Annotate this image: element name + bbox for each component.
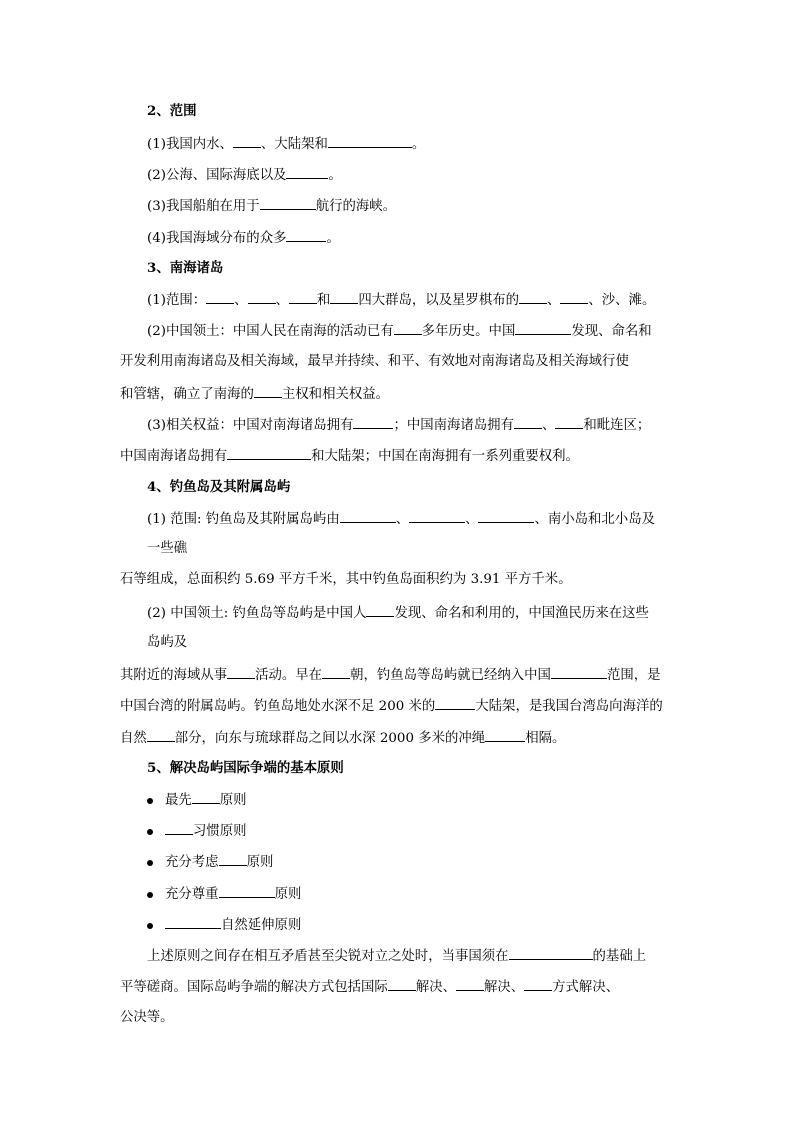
s3-line-3: 开发利用南海诸岛及相关海域，最早并持续、和平、有效地对南海诸岛及相关海域行使 xyxy=(120,354,629,369)
s4-line-4: (2) 中国领土: 钓鱼岛等岛屿是中国人 发现、命名和利用的，中国渔民历来在这些 xyxy=(147,603,649,623)
s5-para-line-1: 上述原则之间存在相互矛盾甚至尖锐对立之处时，当事国须在 的基础上 xyxy=(147,946,646,966)
s4-line-6: 其附近的海域从事 活动。早在 朝，钓鱼岛等岛屿就已经纳入中国 范围，是 xyxy=(120,665,661,685)
s3-line-4: 和管辖，确立了南海的 主权和相关权益。 xyxy=(120,384,389,404)
blank[interactable] xyxy=(289,290,317,304)
bullet-2: 习惯原则 xyxy=(147,821,247,841)
blank[interactable] xyxy=(286,228,326,242)
blank[interactable] xyxy=(478,509,534,523)
blank[interactable] xyxy=(233,134,261,148)
blank[interactable] xyxy=(248,290,276,304)
s5-para-line-2: 平等磋商。国际岛屿争端的解决方式包括国际 解决、 解决、 方式解决、 xyxy=(120,977,619,997)
blank[interactable] xyxy=(165,821,193,835)
blank[interactable] xyxy=(330,290,358,304)
blank[interactable] xyxy=(227,665,255,679)
blank[interactable] xyxy=(519,290,547,304)
section-4-title: 4、钓鱼岛及其附属岛屿 xyxy=(147,479,291,495)
blank[interactable] xyxy=(219,852,247,866)
blank[interactable] xyxy=(560,290,588,304)
s3-line-5: (3)相关权益：中国对南海诸岛拥有 ；中国南海诸岛拥有 、 和毗连区； xyxy=(147,415,650,435)
s2-line-2: (2)公海、国际海底以及 。 xyxy=(147,165,342,185)
s3-line-2: (2)中国领土：中国人民在南海的活动已有 多年历史。中国 发现、命名和 xyxy=(147,321,652,341)
blank[interactable] xyxy=(409,509,465,523)
bullet-dot-icon xyxy=(147,860,153,866)
blank[interactable] xyxy=(524,977,552,991)
blank[interactable] xyxy=(394,321,422,335)
s3-line-6: 中国南海诸岛拥有 和大陆架；中国在南海拥有一系列重要权利。 xyxy=(120,446,579,466)
bullet-4: 充分尊重 原则 xyxy=(147,884,301,904)
blank[interactable] xyxy=(435,696,475,710)
s3-line-1: (1)范围： 、 、 和 四大群岛，以及星罗棋布的 、 、沙、滩。 xyxy=(147,290,655,310)
blank[interactable] xyxy=(219,884,275,898)
blank[interactable] xyxy=(555,415,583,429)
blank[interactable] xyxy=(227,446,311,460)
bullet-dot-icon xyxy=(147,798,153,804)
section-3-title: 3、南海诸岛 xyxy=(147,260,224,276)
bullet-5: 自然延伸原则 xyxy=(147,915,301,935)
blank[interactable] xyxy=(254,384,282,398)
bullet-3: 充分考虑 原则 xyxy=(147,852,273,872)
blank[interactable] xyxy=(206,290,234,304)
blank[interactable] xyxy=(551,665,607,679)
blank[interactable] xyxy=(340,509,396,523)
section-5-title: 5、解决岛屿国际争端的基本原则 xyxy=(147,760,344,776)
blank[interactable] xyxy=(328,134,412,148)
s4-line-3: 石等组成，总面积约 5.69 平方千米，其中钓鱼岛面积约为 3.91 平方千米。 xyxy=(120,572,572,587)
bullet-1: 最先 原则 xyxy=(147,790,247,810)
bullet-dot-icon xyxy=(147,892,153,898)
s4-line-7: 中国台湾的附属岛屿。钓鱼岛地处水深不足 200 米的 大陆架，是我国台湾岛向海洋的 xyxy=(120,696,663,716)
s2-line-3: (3)我国船舶在用于 航行的海峡。 xyxy=(147,196,396,216)
s2-line-4: (4)我国海域分布的众多 。 xyxy=(147,228,340,248)
blank[interactable] xyxy=(388,977,416,991)
blank[interactable] xyxy=(366,603,394,617)
s2-line-1: (1)我国内水、 、大陆架和 。 xyxy=(147,134,425,154)
blank[interactable] xyxy=(260,196,316,210)
blank[interactable] xyxy=(147,728,175,742)
blank[interactable] xyxy=(509,946,593,960)
bullet-dot-icon xyxy=(147,829,153,835)
s4-line-2: 一些礁 xyxy=(147,541,188,556)
blank[interactable] xyxy=(353,415,393,429)
blank[interactable] xyxy=(485,728,525,742)
s4-line-8: 自然 部分，向东与琉球群岛之间以水深 2000 多米的冲绳 相隔。 xyxy=(120,728,565,748)
blank[interactable] xyxy=(514,415,542,429)
section-2-title: 2、范围 xyxy=(147,103,197,119)
s5-para-line-3: 公决等。 xyxy=(120,1010,174,1025)
blank[interactable] xyxy=(286,165,328,179)
blank[interactable] xyxy=(456,977,484,991)
s4-line-1: (1) 范围: 钓鱼岛及其附属岛屿由 、 、 、南小岛和北小岛及 xyxy=(147,509,655,529)
s4-line-5: 岛屿及 xyxy=(147,635,188,650)
blank[interactable] xyxy=(322,665,350,679)
blank[interactable] xyxy=(192,790,220,804)
bullet-dot-icon xyxy=(147,923,153,929)
blank[interactable] xyxy=(515,321,571,335)
blank[interactable] xyxy=(165,915,221,929)
